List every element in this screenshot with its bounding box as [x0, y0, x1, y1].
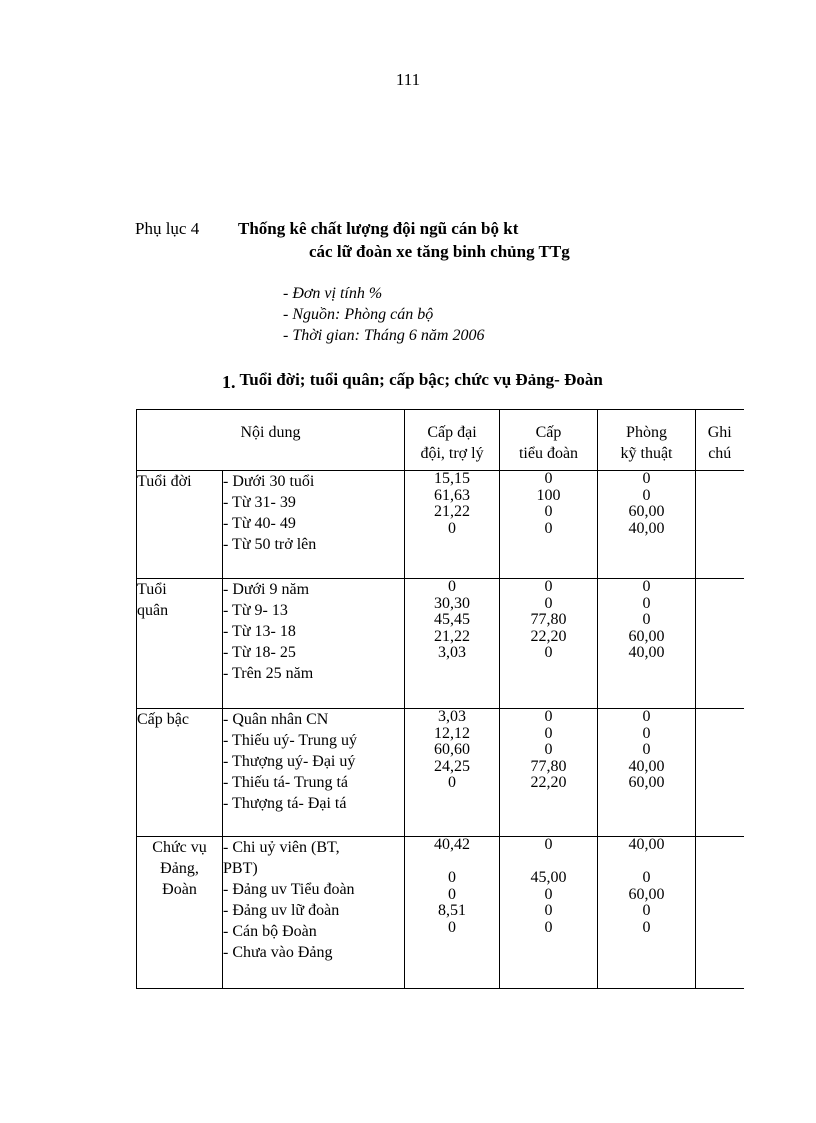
header-col3: Phòng kỹ thuật — [598, 410, 696, 471]
table-header-row — [137, 410, 744, 471]
col3-values: 0 0 60,00 40,00 — [598, 471, 696, 579]
section-title — [222, 369, 603, 390]
section-number: 1. — [222, 372, 236, 392]
meta-unit: - Đơn vị tính % — [283, 285, 383, 302]
col2-values: 0 45,00 0 0 0 — [500, 837, 598, 989]
table-row — [137, 471, 744, 579]
header-content: Nội dung — [137, 410, 405, 471]
note-cell — [696, 579, 744, 709]
col1-values: 0 30,30 45,45 21,22 3,03 — [405, 579, 500, 709]
items-cell: - Quân nhân CN - Thiếu uý- Trung uý - Thượng uý- Đại uý - Thiếu tá- Trung tá - Thượng tá- Đại tá — [223, 709, 405, 837]
col2-values: 0 100 0 0 — [500, 471, 598, 579]
note-cell — [696, 709, 744, 837]
category-cell: Tuổi đời — [137, 471, 223, 579]
col1-values: 40,42 0 0 8,51 0 — [405, 837, 500, 989]
col3-values: 0 0 0 40,00 60,00 — [598, 709, 696, 837]
col3-values: 0 0 0 60,00 40,00 — [598, 579, 696, 709]
items-cell: - Dưới 30 tuổi - Từ 31- 39 - Từ 40- 49 - Từ 50 trở lên — [223, 471, 405, 579]
appendix-title-line1: Thống kê chất lượng đội ngũ cán bộ kt — [238, 219, 519, 238]
header-col2: Cấp tiểu đoàn — [500, 410, 598, 471]
statistics-table — [136, 409, 744, 989]
table-row — [137, 709, 744, 837]
category-cell: Tuổi quân — [137, 579, 223, 709]
col1-values: 15,15 61,63 21,22 0 — [405, 471, 500, 579]
header-col1: Cấp đại đội, trợ lý — [405, 410, 500, 471]
note-cell — [696, 837, 744, 989]
col2-values: 0 0 77,80 22,20 0 — [500, 579, 598, 709]
table-row — [137, 579, 744, 709]
category-cell: Chức vụ Đảng, Đoàn — [137, 837, 223, 989]
category-cell: Cấp bậc — [137, 709, 223, 837]
section-title-text: Tuổi đời; tuổi quân; cấp bậc; chức vụ Đảng- Đoàn — [239, 370, 603, 389]
appendix-title-line2: các lữ đoàn xe tăng binh chủng TTg — [309, 242, 570, 261]
header-col4: Ghi chú — [696, 410, 744, 471]
items-cell: - Chi uỷ viên (BT, PBT) - Đảng uv Tiểu đoàn - Đảng uv lữ đoàn - Cán bộ Đoàn - Chưa vào Đảng — [223, 837, 405, 989]
meta-time: - Thời gian: Tháng 6 năm 2006 — [283, 327, 485, 344]
meta-source: - Nguồn: Phòng cán bộ — [283, 306, 434, 323]
col3-values: 40,00 0 60,00 0 0 — [598, 837, 696, 989]
table-row — [137, 837, 744, 989]
col2-values: 0 0 0 77,80 22,20 — [500, 709, 598, 837]
appendix-label: Phụ lục 4 — [135, 219, 200, 238]
note-cell — [696, 471, 744, 579]
page-number: 111 — [395, 70, 421, 89]
items-cell: - Dưới 9 năm - Từ 9- 13 - Từ 13- 18 - Từ 18- 25 - Trên 25 năm — [223, 579, 405, 709]
col1-values: 3,03 12,12 60,60 24,25 0 — [405, 709, 500, 837]
